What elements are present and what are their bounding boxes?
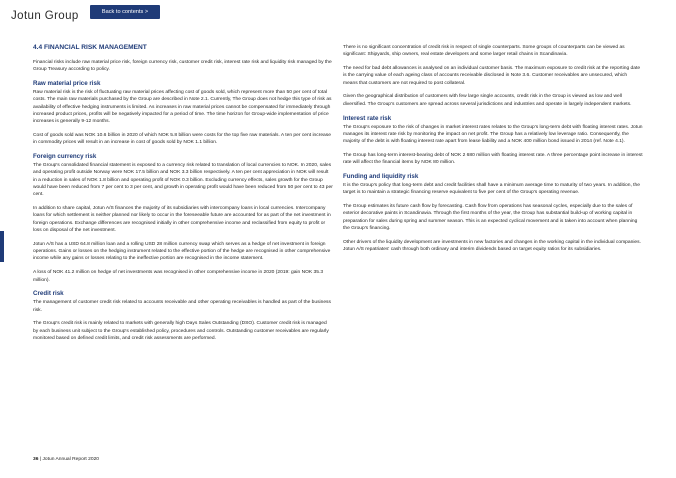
foreign-currency-paragraph-3: Jotun A/S has a USD 64.8 million loan and a rolling USD 28 million currency swap which serves as a hedge of net investment in foreign operations. Gains or losses on the hedging instrument related to the effective portion of the hedge are recognised in other comprehensive income while any gains or losses relating to the ineffective portion are recognised in the income statement.: [33, 241, 331, 262]
credit-risk-paragraph-5: Given the geographical distribution of customers with few large single accounts, credit risk in the Group is viewed as low and well diversified. The Group's customers are spread across several jurisdictions and industries and operate in largely independent markets.: [343, 94, 632, 107]
foreign-currency-paragraph-4: A loss of NOK 41.2 million on hedge of net investments was recognised in other comprehensive income in 2020 (2019: gain NOK 35.3 million).: [33, 270, 324, 283]
credit-risk-paragraph-2: The Group's credit risk is mainly related to markets with generally high Days Sales Outstanding (DSO). Customer credit risk is managed by each business unit subject to the Group's established policy, procedures and controls. Outstanding customer receivables are regularly monitored based on defined credit limits, and credit risk assessments are performed.: [33, 321, 329, 342]
interest-rate-paragraph-2: The Group has long-term interest-bearing debt of NOK 2 680 million with floating interest rate. A three percentage point increase in interest rate will affect the financial items by NOK 80 million.: [343, 152, 643, 166]
page-footer: [33, 457, 99, 462]
page-number: 36: [33, 457, 39, 462]
liquidity-heading: Funding and liquidity risk: [343, 173, 419, 181]
raw-material-paragraph-2: Cost of goods sold was NOK 10.6 billion in 2020 of which NOK 5.8 billion were costs for the top five raw materials. A ten per cent increase in commodity prices will result in an increase in cost of goods sold by NOK 1.1 billion.: [33, 133, 331, 146]
side-marker: [0, 231, 4, 262]
raw-material-heading: Raw material price risk: [33, 80, 101, 88]
right-column: [343, 44, 643, 260]
credit-risk-paragraph-4: The need for bad debt allowances is analysed on an individual customer basis. The maximum exposure to credit risk at the reporting date is the carrying value of each ageing class of accounts receivable disclosed in Note 3.6. Customer receivables are unsecured, which means that customers are not required to post collateral.: [343, 66, 641, 86]
liquidity-paragraph-3: Other drivers of the liquidity development are investments in new factories and changes in the working capital in the individual companies. Jotun A/S repatriates' cash through both ordinary and interim dividends based on target equity ratios for its subsidiaries.: [343, 239, 641, 253]
report-title: Jotun Annual Report 2020: [42, 457, 100, 462]
section-title: 4.4 FINANCIAL RISK MANAGEMENT: [33, 44, 147, 51]
credit-risk-heading: Credit risk: [33, 290, 64, 298]
left-column: [33, 44, 333, 349]
foreign-currency-heading: Foreign currency risk: [33, 153, 97, 161]
intro-paragraph: Financial risks include raw material price risk, foreign currency risk, customer credit risk, interest rate risk and liquidity risk managed by the Group Treasury according to policy.: [33, 60, 332, 73]
credit-risk-paragraph-1: The management of customer credit risk related to accounts receivable and other operating receivables is handled as part of the business risk.: [33, 300, 331, 313]
foreign-currency-paragraph-2: In addition to share capital, Jotun A/S finances the majority of its subsidiaries with intercompany loans in local currencies. Intercompany loans for which settlement is neither planned nor likely to occur in the foreseeable future are accounted for as part of the net investment in foreign operations. Exchange differences are recognised initially in other comprehensive income and reclassified from equity to profit or loss on disposal of the net investment.: [33, 206, 331, 234]
liquidity-paragraph-2: The Group estimates its future cash flow by forecasting. Cash flow from operations has seasonal cycles, especially due to the sales of exterior decorative paints in Scandinavia. Through the first months of the year, the Group has substantial build-up of working capital in preparation for sales during spring and summer season. This is an expected cyclical movement and is taken into account when planning the Group's financing.: [343, 204, 638, 232]
footer-separator: |: [39, 457, 42, 462]
foreign-currency-paragraph-1: The Group's consolidated financial statement is exposed to a currency risk related to translation of local currencies to NOK. In 2020, sales and operating profit outside Norway were NOK 17.5 billion and NOK 3.3 billion respectively. A ten per cent appreciation in NOK will result in a reduction in sales of NOK 1.8 billion and operating profit of NOK 0.3 billion. Excluding currency effects, sales growth for the Group would have been reduced from 7 per cent to 3 per cent, and growth in operating profit would have been reduced from 50 per cent to 43 per cent.: [33, 163, 333, 198]
interest-rate-paragraph-1: The Group's exposure to the risk of changes in market interest rates relates to the Group's long-term debt with floating interest rates. Jotun manages its interest rate risk by monitoring the impact on net profit. The Group has a relatively low leverage ratio. Consequently, the majority of the debt is with floating interest rate apart from lease liability and a NOK 400 million bond issued in 2014 (ref. Note 4.1).: [343, 124, 643, 145]
back-to-contents-button[interactable]: Back to contents >: [90, 5, 160, 19]
credit-risk-paragraph-3: There is no significant concentration of credit risk in respect of single counterparts. Some groups of counterparts can be viewed as significant: Shipyards, ship owners, real estate developers and some larger retail chains in Scandinavia.: [343, 45, 625, 58]
brand-logo: Jotun Group: [11, 10, 79, 22]
raw-material-paragraph-1: Raw material risk is the risk of fluctuating raw material prices affecting cost of goods sold, which represent more than 50 per cent of total costs. The main raw materials purchased by the Group are described in Note 2.1. Currently, The Group does not hedge this type of risk as availability of effective hedging instruments is limited. As increases in raw material prices cannot be compensated for immediately through increased product prices, profits will be negatively impacted for a period of time. The time horizon for Group-wide implementation of price increases is generally 9-12 months.: [33, 90, 332, 125]
liquidity-paragraph-1: It is the Group's policy that long-term debt and credit facilities shall have a minimum average time to maturity of two years. In addition, the target is to maintain a strategic financing reserve equivalent to five per cent of the Group's operating revenue.: [343, 183, 640, 196]
interest-rate-heading: Interest rate risk: [343, 114, 392, 122]
